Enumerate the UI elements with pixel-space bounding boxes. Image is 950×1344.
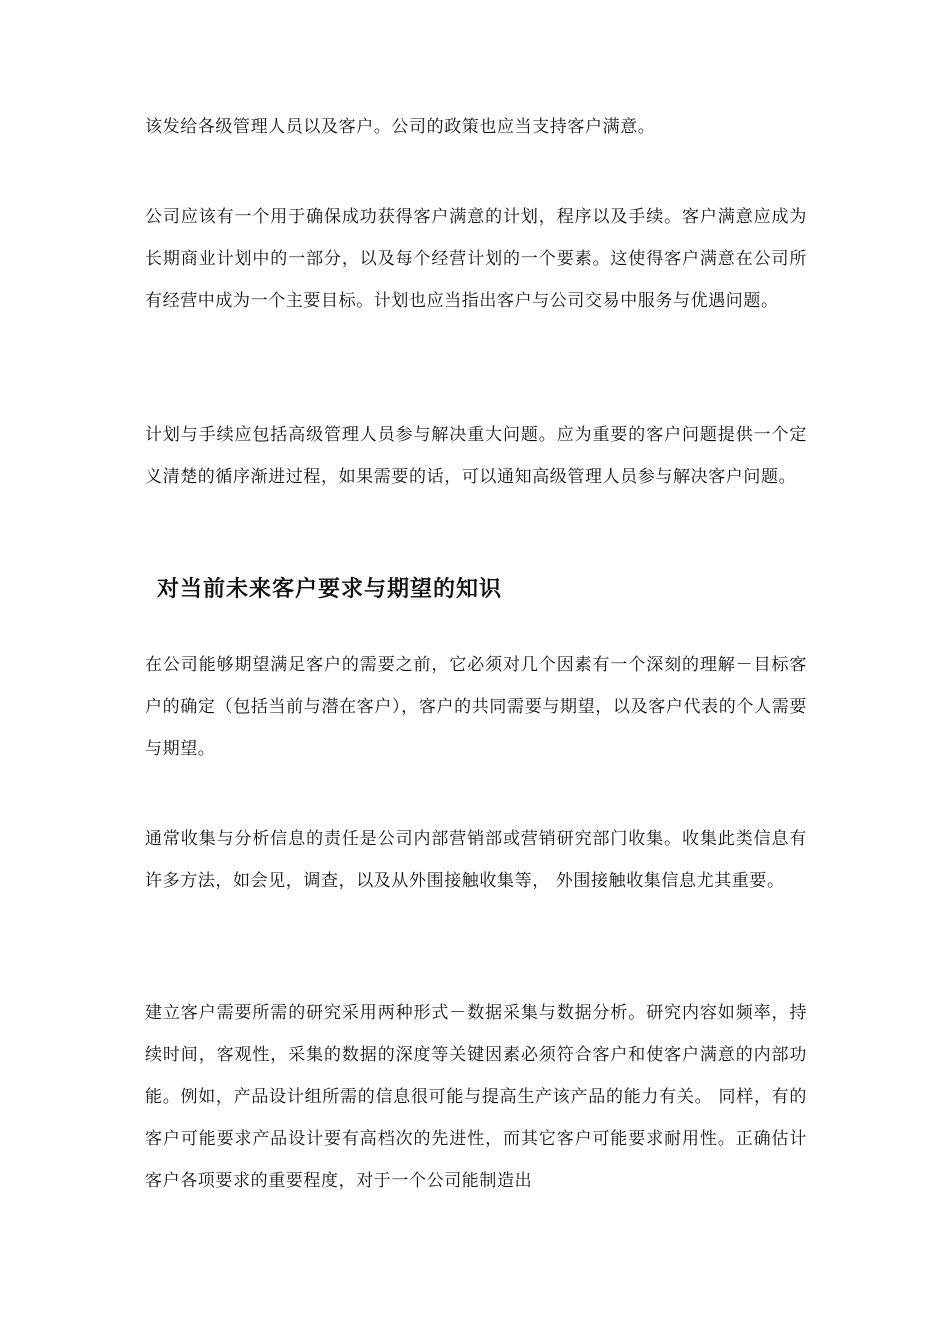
paragraph-2: 公司应该有一个用于确保成功获得客户满意的计划，程序以及手续。客户满意应成为长期商业计划中的一部分，以及每个经营计划的一个要素。这使得客户满意在公司所有经营中成为一个主要目标。计划也应当指出客户与公司交易中服务与优遇问题。 (145, 207, 807, 311)
section-heading: 对当前未来客户要求与期望的知识 (157, 577, 503, 602)
paragraph-6: 建立客户需要所需的研究采用两种形式－数据采集与数据分析。研究内容如频率，持续时间，客观性，采集的数据的深度等关键因素必须符合客户和使客户满意的内部功能。例如，产品设计组所需的信息很可能与提高生产该产品的能力有关。 同样，有的客户可能要求产品设计要有高档次的先进性，而其它客户可能要求耐用性。正确估计客户各项要求的重要程度，对于一个公司能制造出 (145, 1003, 807, 1191)
paragraph-4: 在公司能够期望满足客户的需要之前，它必须对几个因素有一个深刻的理解－目标客户的确定（包括当前与潜在客户），客户的共同需要与期望，以及客户代表的个人需要与期望。 (145, 655, 807, 759)
paragraph-1: 该发给各级管理人员以及客户。公司的政策也应当支持客户满意。 (145, 117, 656, 137)
paragraph-3: 计划与手续应包括高级管理人员参与解决重大问题。应为重要的客户问题提供一个定义清楚的循序渐进过程，如果需要的话，可以通知高级管理人员参与解决客户问题。 (145, 425, 807, 487)
paragraph-5: 通常收集与分析信息的责任是公司内部营销部或营销研究部门收集。收集此类信息有许多方法，如会见，调查，以及从外围接触收集等， 外围接触收集信息尤其重要。 (145, 829, 807, 891)
